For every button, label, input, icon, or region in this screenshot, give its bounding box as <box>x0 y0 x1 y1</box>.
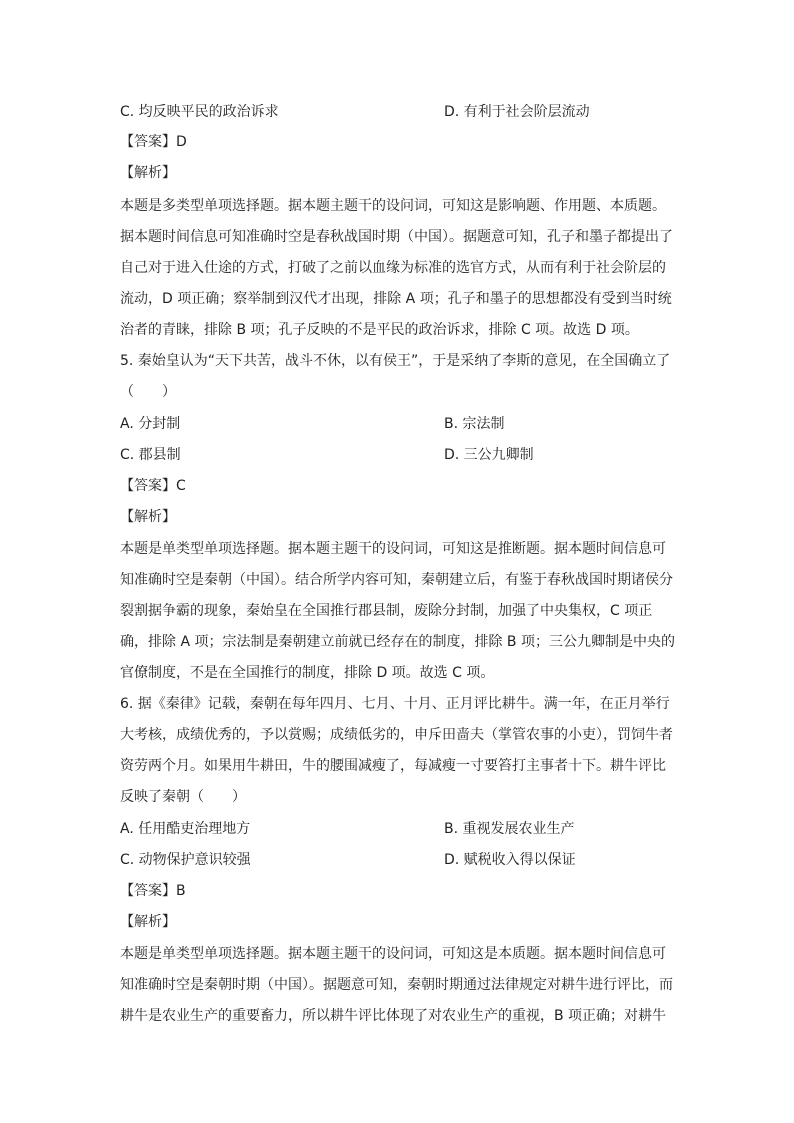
q6-analysis-line: 耕牛是农业生产的重要畜力，所以耕牛评比体现了对农业生产的重视，B 项正确；对耕牛 <box>120 1008 667 1024</box>
q5-analysis-line: 官僚制度，不是在全国推行的制度，排除 D 项。故选 C 项。 <box>120 665 495 681</box>
q4-option-c[interactable]: C. 均反映平民的政治诉求 <box>120 104 279 120</box>
q4-analysis-line: 据本题时间信息可知准确时空是春秋战国时期（中国）。据题意可知，孔子和墨子都提出了 <box>120 229 673 245</box>
q5-analysis-line: 裂割据争霸的现象，秦始皇在全国推行郡县制，废除分封制，加强了中央集权，C 项正 <box>120 603 653 619</box>
q4-analysis-line: 自己对于进入仕途的方式，打破了之前以血缘为标准的选官方式，从而有利于社会阶层的 <box>120 260 666 276</box>
q6-option-d[interactable]: D. 赋税收入得以保证 <box>444 852 576 868</box>
q5-answer: 【答案】C <box>120 478 186 494</box>
q6-option-b[interactable]: B. 重视发展农业生产 <box>444 821 575 837</box>
q6-stem-line: 资劳两个月。如果用牛耕田，牛的腰围减瘦了，每减瘦一寸要笞打主事者十下。耕牛评比 <box>120 758 666 774</box>
q6-options-row-cd <box>120 850 680 870</box>
q6-stem-line: 大考核，成绩优秀的，予以赏赐；成绩低劣的，申斥田啬夫（掌管农事的小吏），罚饲牛者 <box>120 727 673 743</box>
q6-analysis-line: 知准确时空是秦朝时期（中国）。据题意可知，秦朝时期通过法律规定对耕牛进行评比，而 <box>120 977 673 993</box>
q6-option-a[interactable]: A. 任用酷吏治理地方 <box>120 821 251 837</box>
q4-options-row-cd <box>120 102 680 122</box>
q5-analysis-line: 知准确时空是秦朝（中国）。结合所学内容可知，秦朝建立后，有鉴于春秋战国时期诸侯分 <box>120 572 673 588</box>
q5-option-b[interactable]: B. 宗法制 <box>444 416 505 432</box>
q5-stem-line: 5. 秦始皇认为“天下共苦，战斗不休，以有侯王”，于是采纳了李斯的意见，在全国确立了 <box>120 353 671 369</box>
q5-options-row-ab <box>120 414 680 434</box>
q5-option-a[interactable]: A. 分封制 <box>120 416 181 432</box>
q5-stem-line: （ ） <box>120 384 176 400</box>
q4-analysis-line: 治者的青睐，排除 B 项；孔子反映的不是平民的政治诉求，排除 C 项。故选 D 项。 <box>120 322 639 338</box>
q6-option-c[interactable]: C. 动物保护意识较强 <box>120 852 251 868</box>
q4-option-d[interactable]: D. 有利于社会阶层流动 <box>444 104 590 120</box>
q6-analysis-heading: 【解析】 <box>120 914 176 930</box>
q5-analysis-line: 本题是单类型单项选择题。据本题主题干的设问词，可知这是推断题。据本题时间信息可 <box>120 541 666 557</box>
q6-options-row-ab <box>120 819 680 839</box>
q5-analysis-line: 确，排除 A 项；宗法制是秦朝建立前就已经存在的制度，排除 B 项；三公九卿制是中央的 <box>120 634 675 650</box>
q4-analysis-line: 流动，D 项正确；察举制到汉代才出现，排除 A 项；孔子和墨子的思想都没有受到当时统 <box>120 291 672 307</box>
q6-stem-line: 6. 据《秦律》记载，秦朝在每年四月、七月、十月、正月评比耕牛。满一年，在正月举行 <box>120 696 670 712</box>
q4-analysis-line: 本题是多类型单项选择题。据本题主题干的设问词，可知这是影响题、作用题、本质题。 <box>120 198 666 214</box>
q4-answer: 【答案】D <box>120 134 187 150</box>
q4-analysis-heading: 【解析】 <box>120 165 176 181</box>
q5-analysis-heading: 【解析】 <box>120 509 176 525</box>
q6-answer: 【答案】B <box>120 883 186 899</box>
q6-analysis-line: 本题是单类型单项选择题。据本题主题干的设问词，可知这是本质题。据本题时间信息可 <box>120 946 666 962</box>
q5-option-d[interactable]: D. 三公九卿制 <box>444 447 534 463</box>
q5-option-c[interactable]: C. 郡县制 <box>120 447 181 463</box>
q6-stem-line: 反映了秦朝（ ） <box>120 789 246 805</box>
q5-options-row-cd <box>120 445 680 465</box>
